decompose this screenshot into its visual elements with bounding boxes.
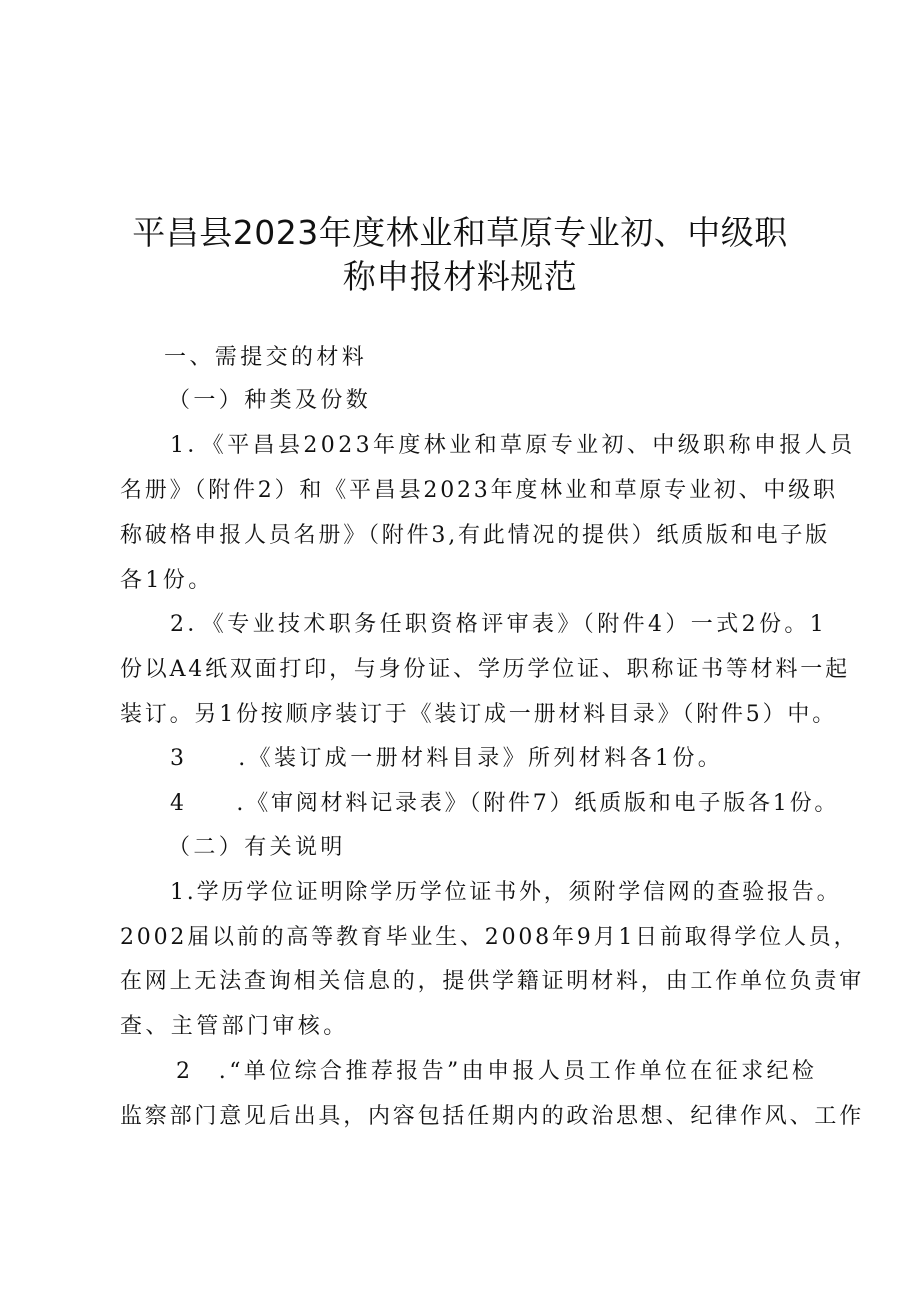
paragraph-line: 称破格申报人员名册》（附件3,有此情况的提供）纸质版和电子版 — [120, 523, 830, 548]
paragraph-line: 查、主管部门审核。 — [120, 1014, 349, 1039]
subsection-heading: （二）有关说明 — [168, 835, 346, 860]
paragraph-line: 监察部门意见后出具，内容包括任期内的政治思想、纪律作风、工作 — [120, 1104, 865, 1129]
section-heading: 一、需提交的材料 — [164, 345, 368, 370]
paragraph-line: 1．《平昌县2023年度林业和草原专业初、中级职称申报人员 — [170, 433, 856, 458]
paragraph-line: 2 .“单位综合推荐报告”由申报人员工作单位在征求纪检 — [176, 1059, 818, 1084]
paragraph-line: 2．《专业技术职务任职资格评审表》（附件4）一式2份。1 — [170, 612, 828, 637]
paragraph-line: 名册》（附件2）和《平昌县2023年度林业和草原专业初、中级职 — [120, 478, 838, 503]
paragraph-line: 1.学历学位证明除学历学位证书外，须附学信网的查验报告。 — [170, 880, 842, 905]
paragraph-line: 在网上无法查询相关信息的，提供学籍证明材料，由工作单位负责审 — [120, 969, 865, 994]
document-title-line-2: 称申报材料规范 — [342, 257, 578, 296]
paragraph-line: 份以A4纸双面打印，与身份证、学历学位证、职称证书等材料一起 — [120, 657, 850, 682]
subsection-heading: （一）种类及份数 — [168, 388, 372, 413]
paragraph-line: 各1份。 — [120, 568, 214, 593]
paragraph-line: 3 .《装订成一册材料目录》所列材料各1份。 — [170, 746, 724, 771]
paragraph-line: 4 .《审阅材料记录表》（附件7）纸质版和电子版各1份。 — [170, 791, 840, 816]
paragraph-line: 装订。另1份按顺序装订于《装订成一册材料目录》（附件5）中。 — [120, 702, 837, 727]
paragraph-line: 2002届以前的高等教育毕业生、2008年9月1日前取得学位人员， — [120, 925, 859, 950]
document-title-line-1: 平昌县2023年度林业和草原专业初、中级职 — [132, 213, 788, 252]
